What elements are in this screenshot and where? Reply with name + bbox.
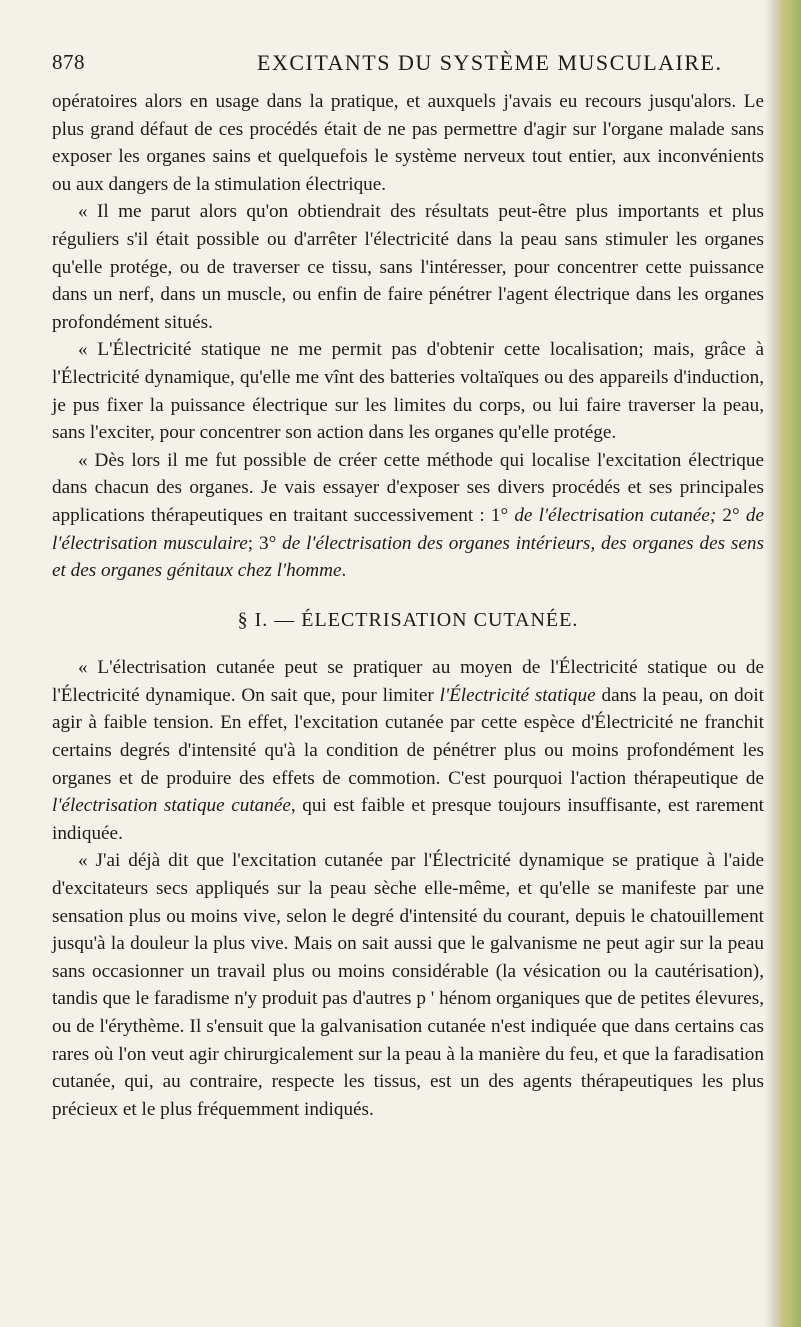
paragraph-5-italic-1: l'Électricité statique bbox=[439, 684, 596, 706]
page-number: 878 bbox=[52, 50, 85, 74]
paragraph-4-text-b: 2° bbox=[716, 504, 746, 526]
page-header bbox=[52, 50, 762, 84]
paragraph-4-text-d: . bbox=[341, 560, 347, 582]
paragraph-6: « J'ai déjà dit que l'excitation cutanée par l'Électricité dynamique se pratique à l'aide d'excitateurs secs appliqués sur la peau sèche elle-même, et qu'elle se manifeste par une sensation plus ou moins vive, selon le degré d'intensité du courant, depuis le chatouillement jusqu'à la douleur la plus vive. Mais on sait aussi que le galvanisme ne peut agir sur la peau sans occasionner un travail plus ou moins considérable (la vésication ou la cautérisation), tandis que le faradisme n'y produit pas d'autres p ' hénom organiques que de petites élevures, ou de l'érythème. Il s'ensuit que la galvanisation cutanée n'est indiquée que dans certains cas rares où l'on veut agir chirurgicalement sur la peau à la manière du feu, et que la faradisation cutanée, qui, au contraire, respecte les tissus, est un des agents thérapeutiques les plus précieux et le plus fréquemment indiqués. bbox=[52, 850, 764, 1120]
section-heading: § I. — ÉLECTRISATION CUTANÉE. bbox=[237, 608, 579, 631]
paragraph-4-italic-2: de l'électrisation musculaire bbox=[52, 504, 765, 554]
paragraph-4 bbox=[52, 447, 764, 585]
paragraph-1: opératoires alors en usage dans la pratique, et auxquels j'avais eu recours jusqu'alors. Le plus grand défaut de ces procédés était de ne pas permettre d'agir sur l'organe malade sans exposer les organes sains et quelquefois le système nerveux tout entier, aux inconvénients ou aux dangers de la stimulation électrique. bbox=[52, 91, 764, 195]
paragraph-5-italic-2: l'électrisation statique cutanée bbox=[52, 795, 291, 817]
page-edge bbox=[775, 0, 801, 1327]
paragraph-5-text-c: , qui est faible et presque toujours insuffisante, est rarement indiquée. bbox=[52, 795, 764, 844]
paragraph-4-italic-1: de l'électrisation cutanée; bbox=[514, 504, 717, 526]
paragraph-4-text-c: ; 3° bbox=[247, 532, 283, 554]
paragraph-5 bbox=[52, 654, 764, 847]
paragraph-5-text-b: dans la peau, on doit agir à faible tension. En effet, l'excitation cutanée par cette espèce d'Électricité ne franchit certains degrés d'intensité qu'à la condition de pénétrer plus ou moins profondément les organes et de produire des effets de commotion. C'est pourquoi l'action thérapeutique de bbox=[52, 684, 764, 789]
paragraph-3: « L'Électricité statique ne me permit pas d'obtenir cette localisation; mais, grâce à l'Électricité dynamique, qu'elle me vînt des batteries voltaïques ou des appareils d'induction, je pus fixer la puissance électrique sur les limites du corps, ou lui faire traverser la peau, sans l'exciter, pour concentrer son action dans les organes qu'elle protége. bbox=[52, 339, 764, 444]
paragraph-5-text-a: « L'électrisation cutanée peut se pratiquer au moyen de l'Électricité statique ou de l'Électricité dynamique. On sait que, pour limiter bbox=[52, 657, 764, 706]
body-text bbox=[52, 88, 764, 1123]
paragraph-4-text-a: « Dès lors il me fut possible de créer cette méthode qui localise l'excitation électrique dans chacun des organes. Je vais essayer d'exposer ses divers procédés et ses principales applications thérapeutiques en traitant successivement : 1° bbox=[52, 449, 764, 526]
running-head: EXCITANTS DU SYSTÈME MUSCULAIRE. bbox=[257, 50, 723, 75]
paragraph-4-italic-3: de l'électrisation des organes intérieurs, des organes des sens et des organes génitaux chez l'homme bbox=[52, 532, 764, 582]
paragraph-2: « Il me parut alors qu'on obtiendrait des résultats peut-être plus importants et plus réguliers s'il était possible ou d'arrêter l'électricité dans la peau sans stimuler les organes qu'elle protége, ou de traverser ce tissu, sans l'intéresser, pour concentrer cette puissance dans un nerf, dans un muscle, ou enfin de faire pénétrer l'agent électrique dans les organes profondément situés. bbox=[52, 201, 764, 333]
page-edge-shadow bbox=[765, 0, 775, 1327]
